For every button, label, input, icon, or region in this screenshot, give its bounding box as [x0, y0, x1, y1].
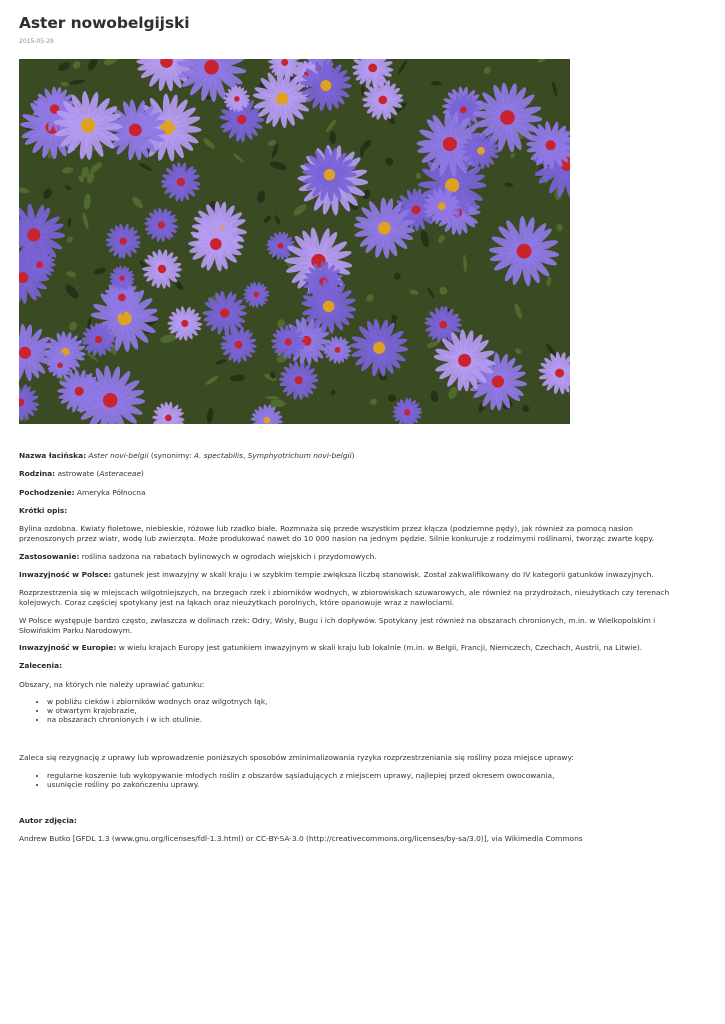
photo-credit-heading: Autor zdjęcia: — [19, 816, 77, 825]
list-item: • w pobliżu cieków i zbiorników wodnych oraz wilgotnych łąk, — [47, 697, 267, 706]
origin-label: Pochodzenie: — [19, 488, 75, 497]
recommendations-intro: Obszary, na których nie należy uprawiać gatunku: — [19, 680, 205, 689]
family-label: Rodzina: — [19, 469, 56, 478]
latin-name-line: Nazwa łacińska: Aster novi-belgii (synonimy: A. spectabilis, Symphyotrichum novi-belgii) — [19, 451, 355, 460]
recommendations-list-2 — [19, 771, 554, 789]
short-desc-text: Bylina ozdobna. Kwiaty fioletowe, niebieskie, różowe lub rzadko białe. Rozmnaża się przede wszystkim przez kłącza (podziemne pędy), jak również za pomocą nasion przenoszonych przez wiatr, wodę lub zwierzęta. Może produkować nawet do 10 000 nasion na jednym pędzie. Silnie konkuruje z rodzimymi roślinami, tworząc zwarte kępy. — [19, 524, 654, 543]
publish-date: 2015-05-29 — [19, 38, 54, 45]
invasive-pl-line: Inwazyjność w Polsce: gatunek jest inwazyjny w skali kraju i w szybkim tempie zwiększa liczbę stanowisk. Został zakwalifikowany do IV kategorii gatunków inwazyjnych. — [19, 570, 654, 579]
origin-value: Ameryka Północna — [76, 488, 146, 497]
usage-line: Zastosowanie: roślina sadzona na rabatach bylinowych w ogrodach wiejskich i przydomowych. — [19, 552, 377, 561]
page-title: Aster nowobelgijski — [19, 14, 190, 32]
latin-name: Aster novi-belgii — [88, 451, 149, 460]
invasive-eu-label: Inwazyjność w Europie: — [19, 643, 117, 652]
recommendations-list-1 — [19, 697, 267, 724]
list-item: • w otwartym krajobrazie, — [47, 706, 267, 715]
invasive-pl-paragraph-3: W Polsce występuje bardzo często, zwłaszcza w dolinach rzek: Odry, Wisły, Bugu i ich dopływów. Spotykany jest również na obszarach chronionych, m.in. w Wielkopolskim i Słowińskim Parku Narodowym. — [19, 616, 656, 635]
aster-flowers-image — [19, 59, 570, 424]
list-item: • usunięcie rośliny po zakończeniu uprawy. — [47, 780, 554, 789]
list-item: • regularne koszenie lub wykopywanie młodych roślin z obszarów sąsiadujących z miejscem uprawy, najlepiej przed okresem owocowania, — [47, 771, 554, 780]
short-desc-heading: Krótki opis: — [19, 506, 68, 515]
list-item: • na obszarach chronionych i w ich otulinie. — [47, 715, 267, 724]
usage-label: Zastosowanie: — [19, 552, 80, 561]
origin-line — [19, 488, 146, 498]
recommendations-intro-2: Zaleca się rezygnację z uprawy lub wprowadzenie poniższych sposobów zminimalizowania ryzyka rozprzestrzeniania się rośliny poza miejsce uprawy: — [19, 753, 574, 762]
invasive-pl-paragraph-2: Rozprzestrzenia się w miejscach wilgotniejszych, na brzegach rzek i zbiorników wodnych, w zbiorowiskach szuwarowych, ale również na przydrożach, nieużytkach czy terenach kolejowych. Coraz częściej spotykany jest na łąkach oraz nieużytkach porolnych, które opanowuje wraz z nawłociami. — [19, 588, 670, 607]
invasive-pl-label: Inwazyjność w Polsce: — [19, 570, 112, 579]
synonym-2: Symphyotrichum novi-belgii — [247, 451, 352, 460]
latin-name-label: Nazwa łacińska: — [19, 451, 87, 460]
family-line: Rodzina: astrowate (Asteraceae) — [19, 469, 144, 478]
recommendations-heading: Zalecenia: — [19, 661, 63, 670]
invasive-eu-line: Inwazyjność w Europie: w wielu krajach Europy jest gatunkiem inwazyjnym w skali kraju lub lokalnie (m.in. w Belgii, Francji, Niemczech, Czechach, Austrii, na Litwie). — [19, 643, 643, 652]
synonym-1: A. spectabilis — [193, 451, 244, 460]
photo-credit-text: Andrew Butko [GFDL 1.3 (www.gnu.org/licenses/fdl-1.3.html) or CC-BY-SA-3.0 (http://creativecommons.org/licenses/by-sa/3.0)], via Wikimedia Commons — [19, 834, 583, 843]
aster-flowers-photo — [19, 59, 570, 424]
